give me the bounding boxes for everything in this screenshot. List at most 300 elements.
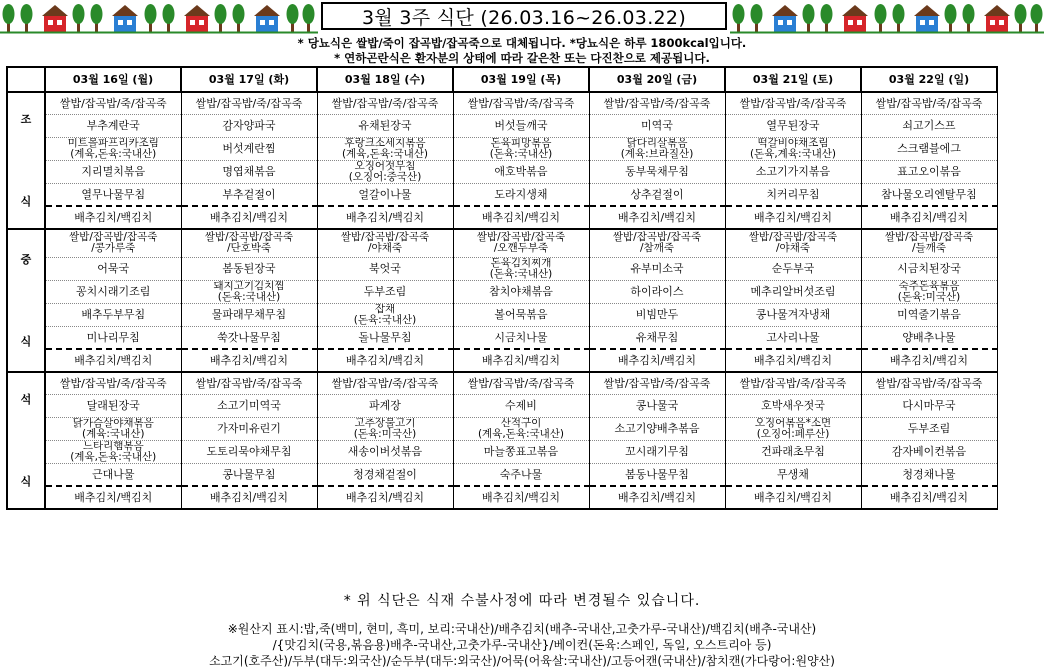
menu-item bbox=[317, 486, 453, 509]
day-header: 03월 20일 (금) bbox=[589, 67, 725, 92]
menu-item bbox=[45, 394, 181, 417]
menu-item bbox=[45, 417, 181, 440]
menu-item-name: 미나리무침 bbox=[86, 330, 140, 344]
menu-item-name: 배추김치/백김치 bbox=[209, 210, 289, 224]
day-header-row bbox=[7, 67, 997, 92]
menu-item bbox=[317, 349, 453, 372]
menu-item-name: 오징어볶음*소면 bbox=[754, 417, 832, 429]
menu-item bbox=[725, 486, 861, 509]
menu-item bbox=[589, 372, 725, 394]
menu-item-name: 지리멸치볶음 bbox=[81, 164, 146, 178]
menu-item bbox=[589, 257, 725, 280]
meal-label-bottom: 식 bbox=[20, 194, 32, 208]
menu-item-name: 수제비 bbox=[505, 398, 537, 412]
menu-item bbox=[45, 92, 181, 114]
menu-item-name: 콩나물국 bbox=[635, 398, 679, 412]
menu-item-origin: (오징어:페루산) bbox=[756, 427, 830, 440]
corner-cell bbox=[7, 67, 45, 92]
menu-item bbox=[453, 92, 589, 114]
menu-item-name: 쌀밥/잡곡밥/잡곡죽 bbox=[476, 231, 566, 244]
menu-item bbox=[589, 280, 725, 303]
menu-item-name: 돈육김치찌개 bbox=[490, 257, 552, 269]
menu-item bbox=[589, 326, 725, 349]
menu-item-name: 숙주나물 bbox=[499, 467, 543, 481]
menu-item-name: 산적구이 bbox=[500, 417, 542, 429]
menu-item-name: 청경채나물 bbox=[902, 467, 956, 481]
menu-item bbox=[453, 160, 589, 183]
menu-item-name: 메추리알버섯조림 bbox=[750, 284, 836, 298]
menu-item-name: 달래된장국 bbox=[86, 398, 140, 412]
menu-item-name: 배추김치/백김치 bbox=[617, 353, 697, 367]
menu-item-origin: (계육,돈육:국내산) bbox=[70, 147, 157, 160]
menu-item bbox=[317, 160, 453, 183]
footer-origin-line: ※원산지 표시:밥,죽(백미, 현미, 흑미, 보리:국내산)/배추김치(배추-국내산,고춧가루-국내산)/백김치(배추-국내산) bbox=[227, 622, 817, 636]
menu-item-name: 배추김치/백김치 bbox=[481, 353, 561, 367]
menu-item-name: 애호박볶음 bbox=[494, 164, 548, 178]
menu-item bbox=[861, 463, 997, 486]
menu-item bbox=[181, 229, 317, 257]
menu-item-name: 쌀밥/잡곡밥/죽/잡곡죽 bbox=[195, 96, 303, 110]
notice-dysphagia: * 연하곤란식은 환자분의 상태에 따라 갈은찬 또는 다진찬으로 제공됩니다. bbox=[334, 51, 710, 65]
menu-item bbox=[861, 326, 997, 349]
day-header: 03월 22일 (일) bbox=[861, 67, 997, 92]
meal-label bbox=[7, 92, 45, 229]
day-header: 03월 19일 (목) bbox=[453, 67, 589, 92]
menu-item-name: 미트볼파프리카조림 bbox=[67, 137, 159, 149]
menu-item-name: 쌀밥/잡곡밥/죽/잡곡죽 bbox=[875, 376, 983, 390]
menu-item-name: 시금치나물 bbox=[494, 330, 548, 344]
menu-item bbox=[45, 486, 181, 509]
menu-item-origin: /단호박죽 bbox=[226, 242, 272, 255]
menu-row bbox=[7, 257, 997, 280]
menu-item bbox=[589, 137, 725, 160]
menu-item bbox=[45, 349, 181, 372]
menu-item-name: 쌀밥/잡곡밥/죽/잡곡죽 bbox=[331, 96, 439, 110]
menu-item-name: 배추김치/백김치 bbox=[481, 210, 561, 224]
menu-item bbox=[861, 137, 997, 160]
page-title: 3월 3주 식단 (26.03.16~26.03.22) bbox=[321, 2, 727, 30]
menu-item-origin: (계육,돈육:국내산) bbox=[70, 450, 157, 463]
menu-item-name: 도토리묵야채무침 bbox=[206, 444, 292, 458]
menu-item-name: 북엇국 bbox=[369, 261, 401, 275]
menu-item-name: 미역줄기볶음 bbox=[897, 307, 961, 321]
menu-item bbox=[725, 183, 861, 206]
menu-item-origin: (계육:국내산) bbox=[82, 427, 145, 440]
menu-item-name: 비빔만두 bbox=[635, 307, 679, 321]
menu-item-name: 새송이버섯볶음 bbox=[347, 444, 423, 458]
menu-item-origin: /야채죽 bbox=[776, 242, 810, 255]
menu-item bbox=[725, 114, 861, 137]
menu-item bbox=[589, 463, 725, 486]
day-header: 03월 16일 (월) bbox=[45, 67, 181, 92]
menu-item bbox=[589, 303, 725, 326]
menu-item-name: 명엽채볶음 bbox=[222, 164, 276, 178]
menu-item-name: 감자양파국 bbox=[222, 118, 276, 132]
menu-item bbox=[453, 463, 589, 486]
menu-item bbox=[725, 303, 861, 326]
footer-origin-line: 소고기(호주산)/두부(대두:외국산)/순두부(대두:외국산)/어묵(어육살:국내산)/고등어캔(국내산)/참치캔(가다랑어:원양산) bbox=[209, 654, 835, 668]
menu-item bbox=[861, 440, 997, 463]
menu-item bbox=[861, 160, 997, 183]
menu-item bbox=[589, 486, 725, 509]
menu-item bbox=[181, 486, 317, 509]
menu-item bbox=[725, 137, 861, 160]
header-banner bbox=[0, 0, 1044, 34]
menu-item-origin: (계육,돈육:국내산) bbox=[341, 147, 429, 160]
menu-item-name: 파계장 bbox=[369, 398, 401, 412]
menu-item bbox=[181, 349, 317, 372]
menu-item bbox=[45, 160, 181, 183]
menu-item bbox=[181, 280, 317, 303]
menu-item-name: 치커리무침 bbox=[766, 187, 820, 201]
menu-item-name: 쌀밥/잡곡밥/잡곡죽 bbox=[884, 231, 974, 244]
menu-item-name: 소고기양배추볶음 bbox=[614, 421, 700, 435]
menu-item bbox=[589, 206, 725, 229]
menu-item bbox=[453, 137, 589, 160]
menu-item-name: 고추장불고기 bbox=[354, 417, 416, 429]
menu-item bbox=[453, 349, 589, 372]
menu-item-name: 고사리나물 bbox=[766, 330, 820, 344]
menu-item bbox=[725, 417, 861, 440]
menu-item-name: 배추김치/백김치 bbox=[74, 490, 153, 504]
menu-item bbox=[453, 417, 589, 440]
menu-item-name: 배추김치/백김치 bbox=[481, 490, 561, 504]
menu-item-name: 오징어젓무침 bbox=[354, 160, 416, 172]
footer-origin-line: /{맛김치(국용,볶음용)배추-국내산,고춧가루-국내산}/베이컨(돈육:스페인, 독일, 오스트리아 등) bbox=[272, 638, 772, 652]
menu-item-name: 표고오이볶음 bbox=[897, 164, 961, 178]
menu-item bbox=[45, 183, 181, 206]
menu-item-name: 양배추나물 bbox=[902, 330, 956, 344]
menu-item bbox=[453, 280, 589, 303]
menu-item-name: 감자베이컨볶음 bbox=[891, 444, 967, 458]
menu-item-name: 돼지고기김치찜 bbox=[213, 280, 285, 292]
menu-row bbox=[7, 183, 997, 206]
menu-item bbox=[317, 303, 453, 326]
menu-item-origin: (계육,돈육:국내산) bbox=[477, 427, 565, 440]
menu-item bbox=[725, 326, 861, 349]
meal-label bbox=[7, 229, 45, 372]
menu-item-name: 봄동나물무침 bbox=[625, 467, 689, 481]
menu-item-name: 청경채겉절이 bbox=[353, 467, 417, 481]
menu-item bbox=[181, 303, 317, 326]
menu-item bbox=[45, 257, 181, 280]
menu-row bbox=[7, 417, 997, 440]
menu-item bbox=[589, 394, 725, 417]
menu-item bbox=[317, 257, 453, 280]
menu-item bbox=[181, 417, 317, 440]
menu-item-name: 배추김치/백김치 bbox=[345, 210, 425, 224]
menu-item bbox=[861, 206, 997, 229]
menu-item-name: 배추두부무침 bbox=[81, 307, 146, 321]
menu-item-name: 하이라이스 bbox=[630, 284, 684, 298]
menu-item-name: 유채무침 bbox=[635, 330, 679, 344]
menu-item-name: 유부미소국 bbox=[630, 261, 684, 275]
menu-item-name: 시금치된장국 bbox=[897, 261, 961, 275]
menu-item-name: 두부조림 bbox=[363, 284, 407, 298]
menu-item bbox=[317, 417, 453, 440]
menu-item-name: 쌀밥/잡곡밥/죽/잡곡죽 bbox=[467, 96, 575, 110]
menu-item-name: 느타리햄볶음 bbox=[82, 440, 144, 452]
menu-item-name: 동부묵채무침 bbox=[625, 164, 689, 178]
footer-change-notice: * 위 식단은 식재 수불사정에 따라 변경될수 있습니다. bbox=[343, 593, 701, 609]
menu-row bbox=[7, 229, 997, 257]
menu-item bbox=[861, 257, 997, 280]
menu-item-name: 쇠고기스프 bbox=[902, 118, 956, 132]
menu-item bbox=[861, 349, 997, 372]
menu-item-origin: /오깬두부죽 bbox=[493, 242, 549, 255]
menu-item-origin: (돈육:미국산) bbox=[353, 427, 417, 440]
menu-item-name: 가자미유린기 bbox=[217, 421, 281, 435]
menu-item-name: 쌀밥/잡곡밥/죽/잡곡죽 bbox=[603, 96, 711, 110]
menu-item-origin: (돈육:국내산) bbox=[489, 267, 553, 280]
menu-item-name: 돌나물무침 bbox=[358, 330, 412, 344]
menu-item-origin: (돈육:국내산) bbox=[489, 147, 553, 160]
menu-item-name: 배추김치/백김치 bbox=[617, 210, 697, 224]
menu-item-name: 숙주돈육볶음 bbox=[898, 280, 960, 292]
menu-item bbox=[45, 326, 181, 349]
menu-item bbox=[861, 394, 997, 417]
menu-item bbox=[861, 303, 997, 326]
menu-item-name: 콩나물겨자냉채 bbox=[755, 307, 831, 321]
menu-row bbox=[7, 206, 997, 229]
menu-item bbox=[317, 114, 453, 137]
day-header: 03월 21일 (토) bbox=[725, 67, 861, 92]
menu-row bbox=[7, 160, 997, 183]
menu-item-name: 배추김치/백김치 bbox=[74, 353, 153, 367]
notice-diabetic: * 당뇨식은 쌀밥/죽이 잡곡밥/잡곡죽으로 대체됩니다. *당뇨식은 하루 1800kcal입니다. bbox=[297, 36, 747, 50]
menu-item bbox=[45, 440, 181, 463]
menu-item-name: 쌀밥/잡곡밥/죽/잡곡죽 bbox=[603, 376, 711, 390]
menu-item bbox=[453, 326, 589, 349]
meal-label-top: 석 bbox=[20, 393, 32, 406]
menu-item bbox=[589, 114, 725, 137]
menu-item-name: 쌀밥/잡곡밥/죽/잡곡죽 bbox=[875, 96, 983, 110]
menu-item bbox=[725, 160, 861, 183]
menu-item bbox=[181, 257, 317, 280]
menu-item-origin: /참깨죽 bbox=[640, 242, 674, 255]
menu-item bbox=[181, 92, 317, 114]
menu-item bbox=[317, 92, 453, 114]
menu-item bbox=[589, 92, 725, 114]
menu-item bbox=[861, 486, 997, 509]
menu-item bbox=[317, 440, 453, 463]
menu-item-name: 유채된장국 bbox=[358, 118, 412, 132]
menu-item-origin: (돈육,계육:국내산) bbox=[749, 147, 837, 160]
menu-item-name: 참치야채볶음 bbox=[489, 284, 553, 298]
menu-item bbox=[45, 372, 181, 394]
menu-item bbox=[453, 229, 589, 257]
weekly-menu-table bbox=[6, 66, 998, 510]
menu-item-name: 쌀밥/잡곡밥/죽/잡곡죽 bbox=[467, 376, 575, 390]
menu-item bbox=[861, 229, 997, 257]
menu-item bbox=[589, 160, 725, 183]
menu-item-name: 배추김치/백김치 bbox=[345, 490, 425, 504]
menu-item-name: 쌀밥/잡곡밥/죽/잡곡죽 bbox=[739, 96, 847, 110]
menu-item bbox=[181, 183, 317, 206]
meal-label bbox=[7, 372, 45, 509]
menu-item bbox=[453, 372, 589, 394]
menu-item bbox=[453, 183, 589, 206]
menu-item bbox=[453, 206, 589, 229]
menu-item-name: 두부조림 bbox=[907, 421, 951, 435]
menu-item bbox=[725, 372, 861, 394]
menu-item bbox=[317, 137, 453, 160]
menu-item-name: 꽁치시래기조림 bbox=[76, 284, 151, 298]
menu-item-name: 열무된장국 bbox=[766, 118, 820, 132]
menu-item-name: 쌀밥/잡곡밥/잡곡죽 bbox=[340, 231, 430, 244]
menu-item-name: 얼갈이나물 bbox=[358, 187, 412, 201]
menu-item-origin: /들깨죽 bbox=[912, 242, 946, 255]
menu-item-name: 콩나물무침 bbox=[222, 467, 276, 481]
menu-item-name: 쌀밥/잡곡밥/잡곡죽 bbox=[612, 231, 702, 244]
menu-item bbox=[181, 137, 317, 160]
menu-item bbox=[725, 229, 861, 257]
menu-item-name: 쌀밥/잡곡밥/잡곡죽 bbox=[204, 231, 294, 244]
menu-item bbox=[725, 92, 861, 114]
menu-row bbox=[7, 394, 997, 417]
menu-item-name: 배추김치/백김치 bbox=[209, 353, 289, 367]
menu-item bbox=[861, 280, 997, 303]
day-header: 03월 17일 (화) bbox=[181, 67, 317, 92]
menu-item-name: 스크램블에그 bbox=[897, 141, 961, 155]
menu-item bbox=[317, 280, 453, 303]
menu-item bbox=[725, 280, 861, 303]
menu-item bbox=[453, 486, 589, 509]
menu-item-name: 후랑크소세지볶음 bbox=[344, 137, 426, 149]
menu-item bbox=[861, 92, 997, 114]
menu-item bbox=[453, 114, 589, 137]
menu-item bbox=[45, 114, 181, 137]
menu-item-origin: (돈육:미국산) bbox=[897, 290, 961, 303]
menu-item bbox=[45, 463, 181, 486]
menu-item-name: 쌀밥/잡곡밥/죽/잡곡죽 bbox=[331, 376, 439, 390]
menu-item-name: 닭다리살볶음 bbox=[626, 137, 688, 149]
menu-item-name: 배추김치/백김치 bbox=[889, 210, 969, 224]
menu-item-name: 봄동된장국 bbox=[222, 261, 276, 275]
menu-item-name: 쌀밥/잡곡밥/죽/잡곡죽 bbox=[59, 376, 167, 390]
meal-label-top: 중 bbox=[20, 253, 32, 266]
menu-item bbox=[181, 206, 317, 229]
menu-item bbox=[45, 280, 181, 303]
menu-item bbox=[45, 206, 181, 229]
meal-label-bottom: 식 bbox=[20, 474, 32, 488]
menu-item-name: 도라지생채 bbox=[494, 187, 548, 201]
menu-item bbox=[589, 349, 725, 372]
menu-item bbox=[181, 372, 317, 394]
menu-item-name: 배추김치/백김치 bbox=[209, 490, 289, 504]
menu-item bbox=[181, 114, 317, 137]
menu-item-origin: (계육:브라질산) bbox=[620, 147, 694, 160]
menu-item bbox=[861, 417, 997, 440]
menu-item bbox=[181, 463, 317, 486]
menu-item bbox=[181, 326, 317, 349]
menu-item bbox=[725, 394, 861, 417]
menu-item-name: 다시마무국 bbox=[902, 398, 956, 412]
menu-item-name: 소고기가지볶음 bbox=[755, 164, 831, 178]
menu-item-name: 버섯들깨국 bbox=[494, 118, 548, 132]
menu-item-name: 쌀밥/잡곡밥/잡곡죽 bbox=[69, 231, 158, 244]
menu-item-name: 배추김치/백김치 bbox=[753, 210, 833, 224]
menu-item-name: 닭가슴살야채볶음 bbox=[72, 417, 154, 429]
menu-item-origin: (오징어:중국산) bbox=[348, 170, 422, 183]
menu-item-name: 잡채 bbox=[374, 303, 396, 315]
menu-item-name: 어묵국 bbox=[97, 261, 130, 275]
menu-item-name: 떡갈비야채조림 bbox=[757, 137, 829, 149]
menu-item-name: 무생채 bbox=[777, 467, 809, 481]
menu-item bbox=[589, 440, 725, 463]
menu-item bbox=[453, 394, 589, 417]
menu-item bbox=[861, 372, 997, 394]
menu-item bbox=[589, 417, 725, 440]
menu-item bbox=[453, 257, 589, 280]
menu-item-name: 상추겉절이 bbox=[630, 187, 684, 201]
menu-item-origin: /콩가루죽 bbox=[91, 242, 136, 255]
menu-item-name: 버섯계란찜 bbox=[222, 141, 276, 155]
menu-row bbox=[7, 463, 997, 486]
menu-item-name: 배추김치/백김치 bbox=[753, 490, 833, 504]
menu-item bbox=[317, 372, 453, 394]
menu-row bbox=[7, 137, 997, 160]
menu-item bbox=[181, 394, 317, 417]
menu-item bbox=[181, 440, 317, 463]
menu-row bbox=[7, 280, 997, 303]
menu-item bbox=[589, 183, 725, 206]
menu-item bbox=[725, 440, 861, 463]
menu-item-name: 꼬시래기무침 bbox=[625, 444, 689, 458]
menu-item bbox=[317, 183, 453, 206]
menu-item bbox=[861, 183, 997, 206]
menu-item bbox=[453, 440, 589, 463]
menu-item bbox=[453, 303, 589, 326]
menu-item bbox=[181, 160, 317, 183]
menu-item bbox=[45, 229, 181, 257]
meal-label-top: 조 bbox=[20, 113, 32, 126]
menu-row bbox=[7, 92, 997, 114]
menu-item-name: 물파래무채무침 bbox=[211, 307, 287, 321]
menu-item bbox=[45, 303, 181, 326]
menu-item bbox=[725, 206, 861, 229]
village-decoration-icon bbox=[730, 0, 1044, 34]
menu-item-name: 쌀밥/잡곡밥/죽/잡곡죽 bbox=[59, 96, 167, 110]
menu-item bbox=[725, 463, 861, 486]
menu-row bbox=[7, 349, 997, 372]
menu-item-name: 호박새우젓국 bbox=[761, 398, 825, 412]
menu-item-origin: (돈육:국내산) bbox=[217, 290, 281, 303]
menu-row bbox=[7, 326, 997, 349]
menu-item-name: 배추김치/백김치 bbox=[753, 353, 833, 367]
menu-item bbox=[317, 206, 453, 229]
menu-item-name: 쌀밥/잡곡밥/잡곡죽 bbox=[748, 231, 838, 244]
menu-item-name: 쌀밥/잡곡밥/죽/잡곡죽 bbox=[195, 376, 303, 390]
menu-item bbox=[317, 326, 453, 349]
menu-item-name: 미역국 bbox=[641, 118, 673, 132]
menu-item bbox=[45, 137, 181, 160]
menu-item-name: 순두부국 bbox=[771, 261, 815, 275]
menu-item-name: 참나물오리엔탈무침 bbox=[881, 187, 977, 201]
menu-item bbox=[725, 349, 861, 372]
menu-item bbox=[317, 394, 453, 417]
day-header: 03월 18일 (수) bbox=[317, 67, 453, 92]
menu-item-name: 건파래초무침 bbox=[761, 444, 825, 458]
menu-item bbox=[725, 257, 861, 280]
menu-item-name: 근대나물 bbox=[91, 467, 135, 481]
menu-item-name: 배추김치/백김치 bbox=[345, 353, 425, 367]
menu-item-name: 쌀밥/잡곡밥/죽/잡곡죽 bbox=[739, 376, 847, 390]
menu-item-name: 부추겉절이 bbox=[222, 187, 276, 201]
menu-item bbox=[317, 463, 453, 486]
village-decoration-icon bbox=[0, 0, 318, 34]
menu-item bbox=[317, 229, 453, 257]
